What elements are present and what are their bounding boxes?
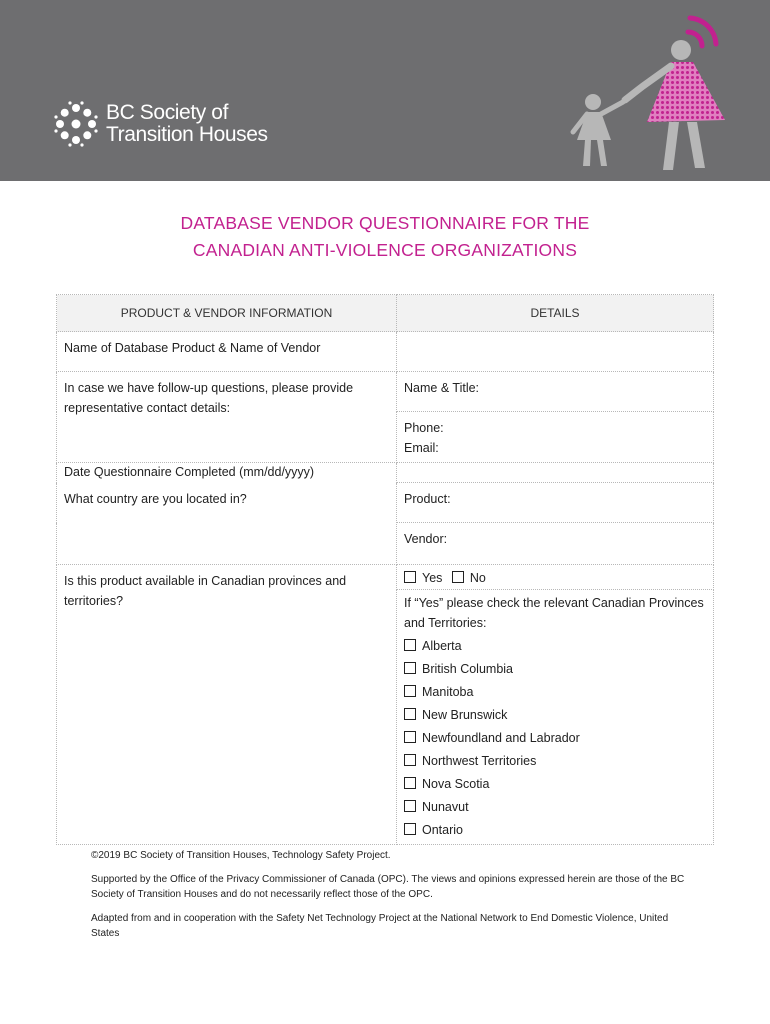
document-title-line2: CANADIAN ANTI-VIOLENCE ORGANIZATIONS [192, 240, 578, 260]
table-row [57, 565, 714, 590]
question-date-completed: Date Questionnaire Completed (mm/dd/yyyy) [57, 463, 397, 483]
province-option[interactable] [404, 704, 706, 727]
document-title-line1: DATABASE VENDOR QUESTIONNAIRE FOR THE [180, 213, 590, 233]
province-checkbox[interactable] [404, 754, 416, 766]
field-phone: Phone: [404, 421, 444, 435]
province-checkbox[interactable] [404, 800, 416, 812]
province-label: Nova Scotia [422, 777, 490, 791]
province-option[interactable] [404, 635, 706, 658]
footer-adapted: Adapted from and in cooperation with the Safety Net Technology Project at the National Network to End Domestic Violence, United States [91, 913, 669, 939]
province-checkbox[interactable] [404, 639, 416, 651]
province-label: Manitoba [422, 685, 474, 699]
circle-of-people-icon [52, 100, 100, 148]
org-logo [52, 100, 268, 148]
provinces-cell [397, 590, 714, 845]
province-label: Nunavut [422, 800, 469, 814]
field-vendor[interactable]: Vendor: [397, 523, 714, 565]
province-option[interactable] [404, 796, 706, 819]
question-contact-details: In case we have follow-up questions, please provide representative contact details: [57, 372, 397, 463]
province-checkbox[interactable] [404, 662, 416, 674]
table-header-row [57, 295, 714, 332]
province-label: Alberta [422, 639, 462, 653]
table-row [57, 372, 714, 412]
table-row [57, 463, 714, 483]
question-product-name: Name of Database Product & Name of Vendor [57, 332, 397, 372]
footer-copyright: ©2019 BC Society of Transition Houses, Technology Safety Project. [91, 850, 391, 861]
woman-and-child-illustration [565, 10, 735, 180]
province-label: Newfoundland and Labrador [422, 731, 580, 745]
province-option[interactable] [404, 727, 706, 750]
no-checkbox[interactable] [452, 571, 464, 583]
field-phone-email[interactable] [397, 412, 714, 463]
no-label: No [469, 571, 486, 585]
province-checkbox[interactable] [404, 708, 416, 720]
footer [91, 848, 691, 950]
field-email: Email: [404, 441, 439, 455]
field-product[interactable]: Product: [397, 483, 714, 523]
footer-support: Supported by the Office of the Privacy Commissioner of Canada (OPC). The views and opinions expressed herein are those of the BC Society of Transition Houses and do not necessarily reflect those of the OPC. [91, 874, 685, 900]
org-name-line1: BC Society of [106, 101, 229, 124]
field-name-title[interactable]: Name & Title: [397, 372, 714, 412]
province-checkbox[interactable] [404, 823, 416, 835]
table-row [57, 483, 714, 523]
question-provinces: Is this product available in Canadian provinces and territories? [57, 565, 397, 845]
province-option[interactable] [404, 658, 706, 681]
province-label: New Brunswick [422, 708, 508, 722]
header-banner [0, 0, 770, 181]
if-yes-instructions: If “Yes” please check the relevant Canadian Provinces and Territories: [404, 596, 704, 630]
questionnaire-table [56, 294, 714, 845]
province-option[interactable] [404, 750, 706, 773]
province-label: Northwest Territories [422, 754, 537, 768]
province-option[interactable] [404, 773, 706, 796]
col-header-product-vendor: PRODUCT & VENDOR INFORMATION [57, 295, 397, 332]
yes-label: Yes [422, 571, 443, 585]
question-country: What country are you located in? [57, 483, 397, 565]
document-title [0, 210, 770, 264]
province-checkbox[interactable] [404, 731, 416, 743]
yes-no-cell [397, 565, 714, 590]
col-header-details: DETAILS [397, 295, 714, 332]
province-option[interactable] [404, 681, 706, 704]
province-option[interactable] [404, 819, 706, 842]
province-label: Ontario [422, 823, 463, 837]
province-checkbox[interactable] [404, 685, 416, 697]
org-name [106, 102, 268, 146]
answer-product-name-field[interactable] [397, 332, 714, 372]
table-row [57, 332, 714, 372]
answer-date-field[interactable] [397, 463, 714, 483]
province-checkbox[interactable] [404, 777, 416, 789]
yes-checkbox[interactable] [404, 571, 416, 583]
province-label: British Columbia [422, 662, 514, 676]
org-name-line2: Transition Houses [106, 123, 268, 146]
